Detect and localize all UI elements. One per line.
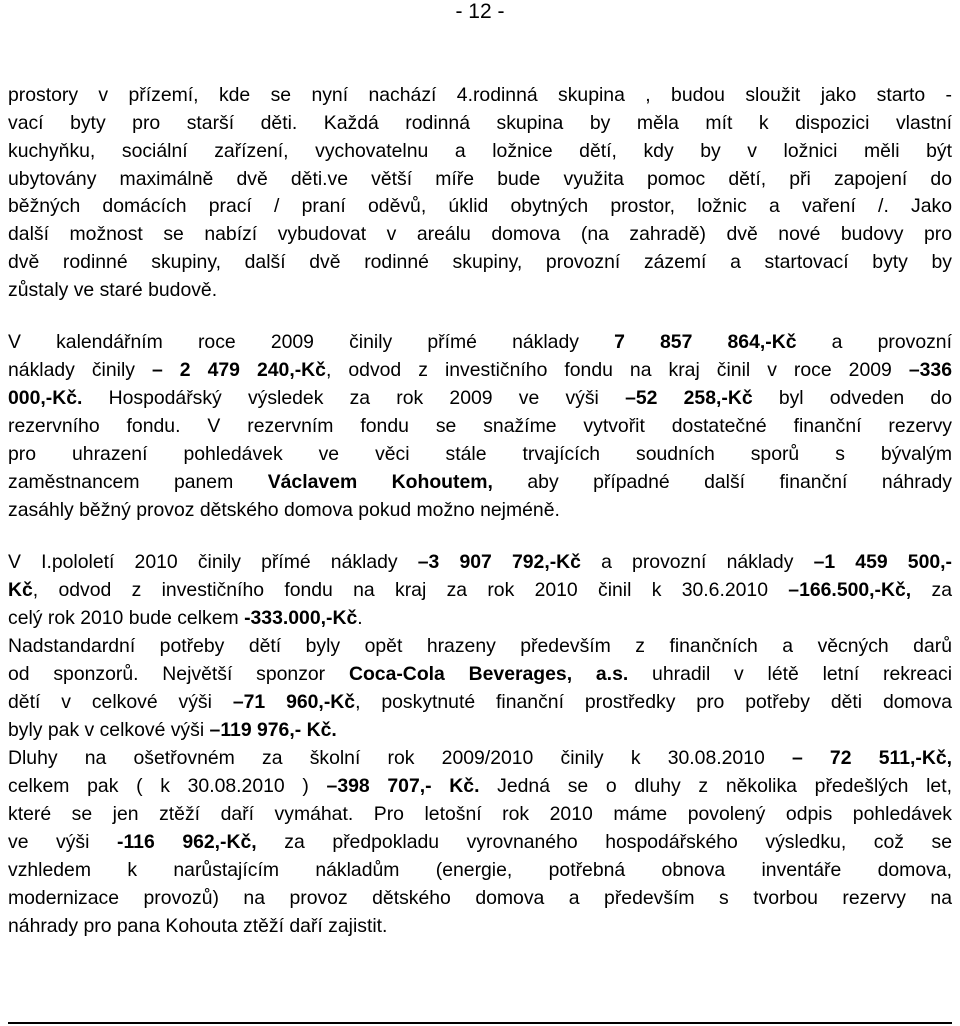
text-line — [8, 830, 952, 854]
text-run: uhradil v létě letní rekreaci — [628, 663, 952, 685]
text-line — [8, 774, 952, 798]
text-run: od sponzorů. Největší sponzor — [8, 663, 349, 685]
text-line — [8, 802, 952, 826]
text-run: , odvod z investičního fondu na kraj za rok 2010 činil k 30.6.2010 — [32, 579, 789, 601]
bottom-rule — [8, 1022, 952, 1024]
text-run: náklady činily — [8, 359, 152, 381]
text-line — [8, 222, 952, 246]
page-number: - 12 - — [455, 0, 505, 23]
text-run: , odvod z investičního fondu na kraj činil v roce 2009 — [325, 359, 909, 381]
text-run: prostory v přízemí, kde se nyní nachází 4.rodinná skupina , budou sloužit jako starto - — [8, 84, 952, 106]
text-run: zůstaly ve staré budově. — [8, 279, 218, 301]
text-run: dvě rodinné skupiny, další dvě rodinné skupiny, provozní zázemí a startovací byty by — [8, 251, 952, 273]
bold-text: 7 857 864,-Kč — [614, 331, 797, 353]
text-run: a provozní náklady — [580, 551, 814, 573]
text-line — [8, 250, 952, 274]
text-run: Nadstandardní potřeby dětí byly opět hrazeny především z finančních a věcných darů — [8, 635, 952, 657]
text-line — [8, 194, 952, 218]
text-run: pro uhrazení pohledávek ve věci stále trvajících soudních sporů s bývalým — [8, 443, 952, 465]
text-run: náhrady pro pana Kohouta ztěží daří zajistit. — [8, 915, 388, 937]
text-run: celý rok 2010 bude celkem — [8, 607, 245, 629]
text-run: ve výši — [8, 831, 118, 853]
bold-text: –3 907 792,-Kč — [417, 551, 581, 573]
text-run: byly pak v celkové výši — [8, 719, 210, 741]
bold-text: –166.500,-Kč, — [788, 579, 912, 601]
text-run: běžných domácích prací / praní oděvů, úklid obytných prostor, ložnic a vaření /. Jako — [8, 195, 952, 217]
text-line — [8, 498, 952, 522]
text-run: další možnost se nabízí vybudovat v areálu domova (na zahradě) dvě nové budovy pro — [8, 223, 952, 245]
bold-text: –336 — [908, 359, 952, 381]
text-line — [8, 167, 952, 191]
text-run: V I.pololetí 2010 činily přímé náklady — [8, 551, 418, 573]
bold-text: – 2 479 240,-Kč — [151, 359, 326, 381]
text-line — [8, 886, 952, 910]
text-run: V kalendářním roce 2009 činily přímé náklady — [8, 331, 615, 353]
text-run: za předpokladu vyrovnaného hospodářského výsledku, což se — [256, 831, 953, 853]
text-run: . — [357, 607, 363, 629]
text-run: celkem pak ( k 30.08.2010 ) — [8, 775, 327, 797]
bold-text: Václavem Kohoutem, — [267, 471, 493, 493]
text-run: rezervního fondu. V rezervním fondu se snažíme vytvořit dostatečné finanční rezervy — [8, 415, 952, 437]
text-run: Dluhy na ošetřovném za školní rok 2009/2010 činily k 30.08.2010 — [8, 747, 792, 769]
bold-text: –52 258,-Kč — [625, 387, 753, 409]
text-run: modernizace provozů) na provoz dětského domova a především s tvorbou rezervy na — [8, 887, 952, 909]
bold-text: 000,-Kč. — [8, 387, 83, 409]
text-line — [8, 690, 952, 714]
bold-text: -116 962,-Kč, — [117, 831, 257, 853]
bold-text: Kč — [8, 579, 33, 601]
text-run: dětí v celkové výši — [8, 691, 233, 713]
text-run: Hospodářský výsledek za rok 2009 ve výši — [82, 387, 626, 409]
text-line — [8, 746, 952, 770]
text-run: které se jen ztěží daří vymáhat. Pro letošní rok 2010 máme povolený odpis pohledávek — [8, 803, 952, 825]
bold-text: –1 459 500,- — [813, 551, 952, 573]
text-line — [8, 330, 952, 354]
text-run: kuchyňku, sociální zařízení, vychovatelnu a ložnice dětí, kdy by v ložnici měli být — [8, 140, 952, 162]
text-line — [8, 414, 952, 438]
text-line — [8, 634, 952, 658]
bold-text: –398 707,- Kč. — [326, 775, 480, 797]
text-line — [8, 442, 952, 466]
text-line — [8, 606, 952, 630]
text-run: zasáhly běžný provoz dětského domova pokud možno nejméně. — [8, 499, 560, 521]
bold-text: –119 976,- Kč. — [209, 719, 337, 741]
text-line — [8, 139, 952, 163]
text-line — [8, 386, 952, 410]
text-line — [8, 83, 952, 107]
text-line — [8, 914, 952, 938]
text-line — [8, 358, 952, 382]
bold-text: Coca-Cola Beverages, a.s. — [348, 663, 629, 685]
text-run: byl odveden do — [752, 387, 952, 409]
text-run: vzhledem k narůstajícím nákladům (energie, potřebná obnova inventáře domova, — [8, 859, 952, 881]
text-line — [8, 662, 952, 686]
bold-text: -333.000,-Kč — [244, 607, 358, 629]
text-line — [8, 858, 952, 882]
text-run: zaměstnancem panem — [8, 471, 268, 493]
text-run: za — [911, 579, 952, 601]
text-line — [8, 111, 952, 135]
text-line — [8, 578, 952, 602]
bold-text: –71 960,-Kč — [232, 691, 356, 713]
text-run: aby případné další finanční náhrady — [492, 471, 952, 493]
text-line — [8, 550, 952, 574]
text-run: vací byty pro starší děti. Každá rodinná skupina by měla mít k dispozici vlastní — [8, 112, 952, 134]
text-run: , poskytnuté finanční prostředky pro potřeby děti domova — [355, 691, 952, 713]
text-run: ubytovány maximálně dvě děti.ve větší míře bude využita pomoc dětí, při zapojení do — [8, 168, 952, 190]
bold-text: – 72 511,-Kč, — [791, 747, 952, 769]
text-line — [8, 718, 952, 742]
text-run: Jedná se o dluhy z několika předešlých let, — [479, 775, 952, 797]
text-run: a provozní — [796, 331, 952, 353]
text-line — [8, 470, 952, 494]
text-line — [8, 278, 952, 302]
